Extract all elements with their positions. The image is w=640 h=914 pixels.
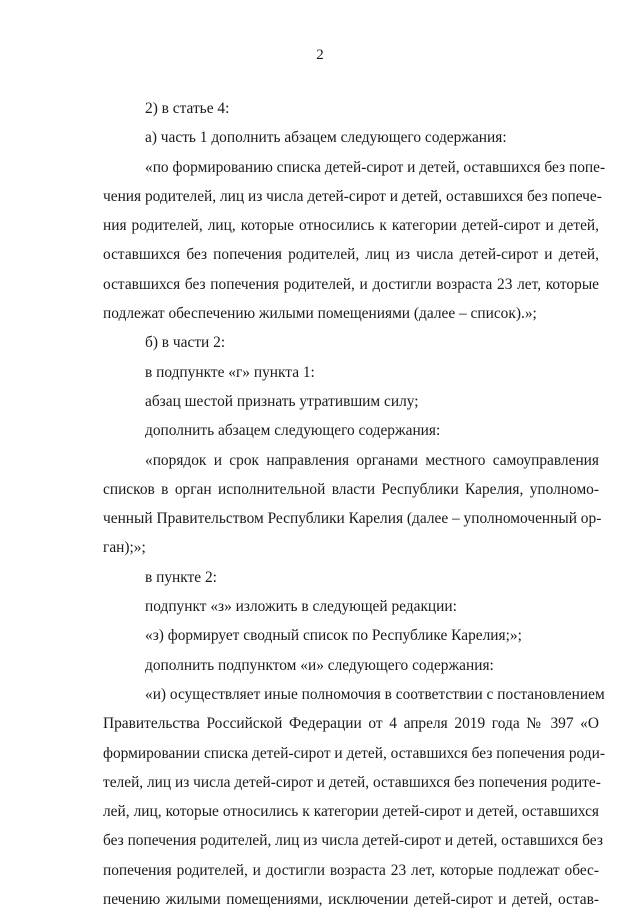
document-body (103, 94, 606, 914)
text-line: подпункт «з» изложить в следующей редакции: (145, 598, 457, 616)
text-line: дополнить подпунктом «и» следующего содержания: (145, 656, 494, 674)
text-line: а) часть 1 дополнить абзацем следующего содержания: (145, 129, 507, 147)
text-line: Правительства Российской Федерации от 4 апреля 2019 года № 397 «О (103, 715, 599, 733)
text-line: в подпункте «г» пункта 1: (145, 363, 315, 381)
text-line: лей, лиц, которые относились к категории детей-сирот и детей, оставшихся (103, 803, 599, 821)
text-line: формировании списка детей-сирот и детей, оставшихся без попечения роди- (103, 744, 605, 762)
text-line: оставшихся без попечения родителей, и достигли возраста 23 лет, которые (103, 275, 599, 293)
text-line: ченный Правительством Республики Карелия (далее – уполномоченный ор- (103, 510, 602, 528)
text-line: подлежат обеспечению жилыми помещениями (далее – список).»; (103, 305, 537, 323)
text-line: б) в части 2: (145, 334, 226, 352)
text-line: «по формированию списка детей-сирот и детей, оставшихся без попе- (145, 158, 606, 176)
text-line: списков в орган исполнительной власти Республики Карелия, уполномо- (103, 480, 599, 498)
text-line: оставшихся без попечения родителей, лиц из числа детей-сирот и детей, (103, 246, 599, 264)
text-line: чения родителей, лиц из числа детей-сирот и детей, оставшихся без попече- (103, 187, 602, 205)
text-line: телей, лиц из числа детей-сирот и детей, оставшихся без попечения родите- (103, 773, 601, 791)
text-line: без попечения родителей, лиц из числа детей-сирот и детей, оставшихся без (103, 832, 603, 850)
text-line: попечения родителей, и достигли возраста 23 лет, которые подлежат обес- (103, 861, 599, 879)
text-line: дополнить абзацем следующего содержания: (145, 422, 441, 440)
text-line: «з) формирует сводный список по Республике Карелия;»; (145, 627, 522, 645)
text-line: ган);»; (103, 539, 146, 557)
text-line: 2) в статье 4: (145, 100, 230, 117)
text-line: печению жилыми помещениями, исключении детей-сирот и детей, остав- (103, 891, 599, 909)
text-line: «порядок и срок направления органами местного самоуправления (145, 451, 599, 469)
text-line: «и) осуществляет иные полномочия в соответствии с постановлением (145, 685, 605, 703)
text-line: ния родителей, лиц, которые относились к категории детей-сирот и детей, (103, 217, 599, 235)
page-number: 2 (316, 47, 324, 63)
text-line: в пункте 2: (145, 568, 217, 586)
text-line: абзац шестой признать утратившим силу; (145, 392, 419, 410)
